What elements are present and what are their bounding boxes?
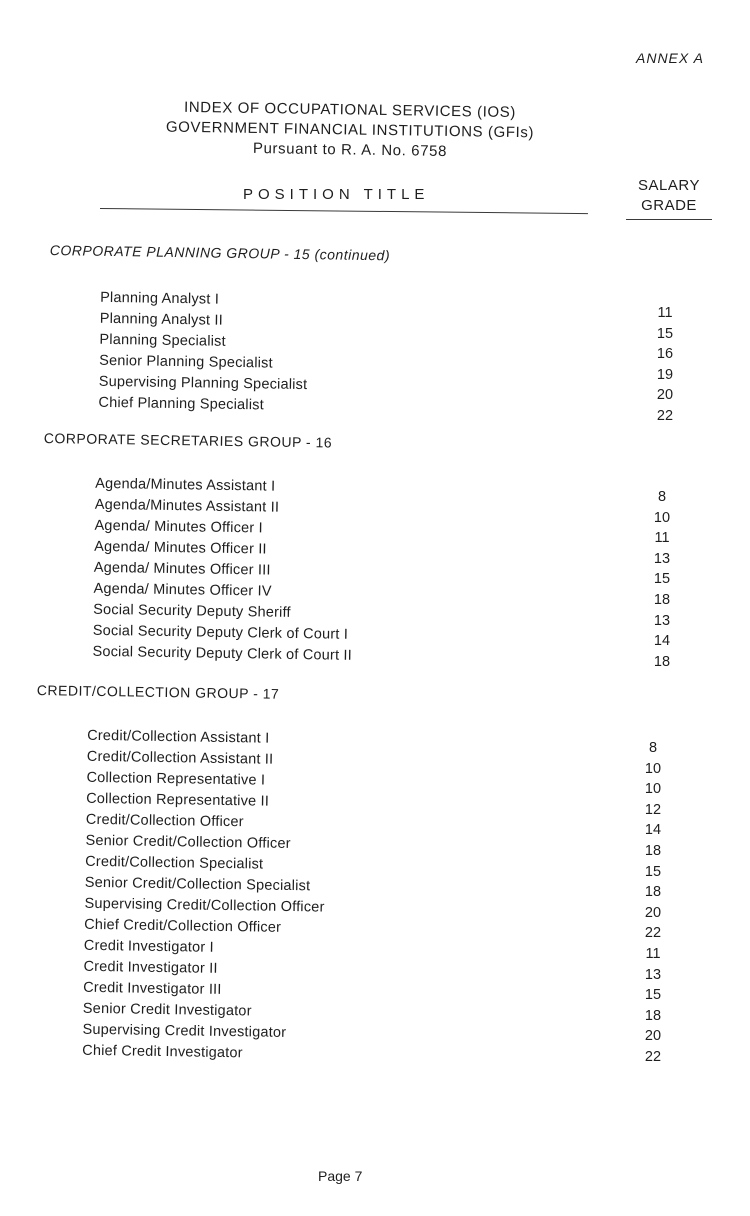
salary-grade: 8: [648, 740, 658, 756]
position-title: Planning Analyst I: [100, 289, 220, 308]
position-title: Agenda/Minutes Assistant I: [95, 475, 276, 495]
document-header: [130, 97, 570, 160]
grade-list: [633, 738, 673, 1068]
salary-grade: 22: [644, 925, 662, 942]
salary-grade: 14: [653, 633, 671, 650]
position-title: Senior Credit/Collection Officer: [85, 832, 291, 853]
salary-grade: 11: [654, 530, 670, 547]
salary-grade: 22: [644, 1048, 662, 1065]
position-title: Credit/Collection Assistant II: [86, 748, 274, 768]
salary-grade: 18: [653, 653, 671, 670]
salary-grade: 10: [644, 781, 662, 798]
position-title: Credit/Collection Officer: [85, 811, 244, 831]
salary-grade: 15: [656, 325, 674, 342]
salary-grade: 22: [656, 407, 674, 424]
salary-grade: 13: [653, 612, 671, 629]
group-title: CORPORATE SECRETARIES GROUP - 16: [43, 430, 333, 451]
grade-list: [645, 303, 685, 427]
salary-grade: 15: [653, 571, 671, 588]
salary-grade: 18: [644, 1007, 662, 1024]
position-title: Agenda/ Minutes Officer I: [94, 517, 263, 537]
salary-grade: 15: [644, 863, 662, 880]
salary-grade: 13: [653, 550, 671, 567]
position-list: [92, 474, 354, 667]
salary-grade: 8: [657, 489, 667, 505]
header-line-3: Pursuant to R. A. No. 6758: [252, 139, 448, 160]
salary-grade: 20: [644, 1028, 662, 1045]
salary-heading-line-1: SALARY: [638, 177, 700, 194]
salary-grade: 16: [656, 346, 674, 363]
salary-grade: 20: [656, 387, 674, 404]
position-title: Supervising Credit/Collection Officer: [84, 895, 325, 916]
heading-rule-left: [100, 208, 588, 214]
position-title: Credit/Collection Assistant I: [87, 727, 270, 747]
position-title: Supervising Credit Investigator: [82, 1021, 287, 1041]
salary-grade: 13: [644, 966, 662, 983]
group-title: CREDIT/COLLECTION GROUP - 17: [36, 682, 280, 702]
annex-label: ANNEX A: [636, 50, 704, 66]
salary-grade-heading: [624, 176, 714, 216]
position-title: Senior Credit/Collection Specialist: [84, 874, 311, 895]
position-title: Social Security Deputy Clerk of Court II: [92, 643, 353, 664]
salary-grade: 11: [645, 945, 661, 962]
position-title: Credit Investigator III: [83, 979, 222, 998]
position-title: Supervising Planning Specialist: [98, 373, 308, 394]
position-list: [82, 726, 327, 1066]
position-title: Senior Planning Specialist: [99, 352, 273, 372]
position-title: Chief Credit Investigator: [82, 1042, 243, 1062]
position-title: Chief Credit/Collection Officer: [84, 916, 282, 936]
salary-grade: 10: [653, 509, 671, 526]
salary-grade: 15: [644, 987, 662, 1004]
position-title: Credit/Collection Specialist: [85, 853, 264, 873]
position-title: Social Security Deputy Sheriff: [93, 601, 291, 621]
position-title: Credit Investigator I: [83, 937, 214, 956]
salary-grade: 11: [657, 305, 673, 321]
salary-grade: 18: [644, 884, 662, 901]
salary-grade: 18: [653, 591, 671, 608]
salary-grade: 18: [644, 842, 662, 859]
position-title: Collection Representative I: [86, 769, 266, 789]
position-title-heading: POSITION TITLE: [243, 186, 430, 203]
salary-grade: 10: [644, 760, 662, 777]
salary-grade: 20: [644, 904, 662, 921]
position-title: Senior Credit Investigator: [82, 1000, 252, 1020]
position-title: Collection Representative II: [86, 790, 270, 810]
position-title: Social Security Deputy Clerk of Court I: [92, 622, 349, 643]
grade-list: [642, 487, 682, 672]
page-number: Page 7: [318, 1168, 363, 1184]
position-title: Agenda/ Minutes Officer IV: [93, 580, 272, 600]
position-title: Credit Investigator II: [83, 958, 218, 977]
header-line-1: INDEX OF OCCUPATIONAL SERVICES (IOS): [183, 98, 517, 122]
salary-grade: 19: [656, 366, 674, 383]
salary-grade: 14: [644, 822, 662, 839]
position-title: Chief Planning Specialist: [98, 394, 264, 414]
salary-heading-line-2: GRADE: [641, 197, 697, 214]
group-title: CORPORATE PLANNING GROUP - 15 (continued): [49, 242, 391, 264]
position-title: Agenda/ Minutes Officer III: [93, 559, 271, 579]
position-title: Planning Specialist: [99, 331, 226, 350]
salary-grade: 12: [644, 801, 662, 818]
position-title: Planning Analyst II: [99, 310, 224, 329]
position-list: [98, 288, 308, 417]
position-title: Agenda/Minutes Assistant II: [94, 496, 280, 516]
header-line-2: GOVERNMENT FINANCIAL INSTITUTIONS (GFIs): [165, 118, 535, 142]
heading-rule-right: [626, 219, 712, 220]
position-title: Agenda/ Minutes Officer II: [94, 538, 267, 558]
